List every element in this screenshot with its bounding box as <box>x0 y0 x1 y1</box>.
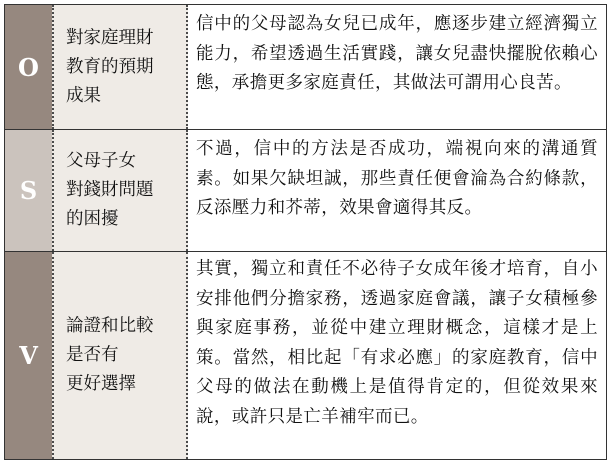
row-label-o: 對家庭理財 教育的預期 成果 <box>52 5 188 129</box>
row-content-o: 信中的父母認為女兒已成年，應逐步建立經濟獨立能力，希望透過生活實踐，讓女兒盡快擺脫依賴心態，承擔更多家庭責任，其做法可謂用心良苦。 <box>196 14 598 93</box>
table-row-s <box>5 129 606 251</box>
row-label-s: 父母子女 對錢財問題 的困擾 <box>52 130 188 251</box>
row-label-v: 論證和比較 是否有 更好選擇 <box>52 252 188 459</box>
table-row-o <box>5 5 606 129</box>
row-letter-v: V <box>5 252 52 459</box>
row-content-s: 不過，信中的方法是否成功，端視向來的溝通質素。如果欠缺坦誠，那些責任便會淪為合約條款，反添壓力和芥蒂，效果會適得其反。 <box>196 139 598 218</box>
table-row-v <box>5 251 606 459</box>
row-letter-s: S <box>5 130 52 251</box>
row-letter-o: O <box>5 5 52 129</box>
osv-table <box>4 4 607 460</box>
row-content-v: 其實，獨立和責任不必待子女成年後才培育，自小安排他們分擔家務，透過家庭會議，讓子女積極參與家庭事務，並從中建立理財概念，這樣才是上策。當然，相比起「有求必應」的家庭教育，信中父母的做法在動機上是值得肯定的，但從效果來說，或許只是亡羊補牢而已。 <box>196 259 598 427</box>
